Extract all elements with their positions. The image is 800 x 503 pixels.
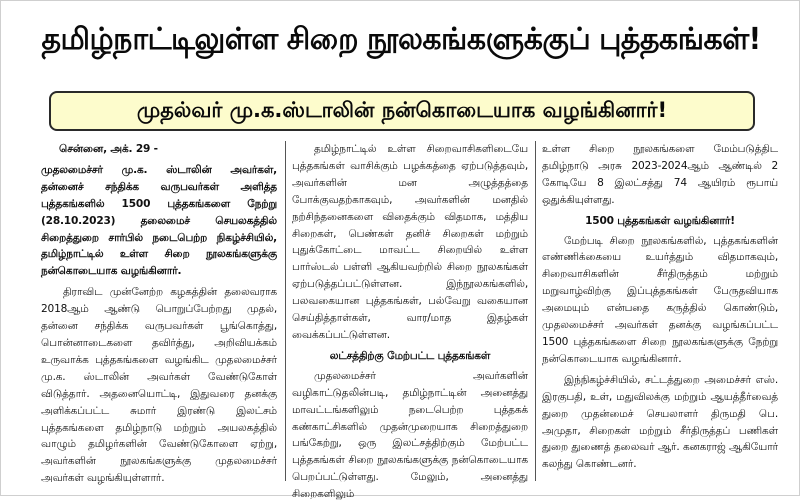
subheadline-box: முதல்வர் மு.க.ஸ்டாலின் நன்கொடையாக வழங்கினார்! [49,91,755,131]
body-paragraph: தமிழ்நாட்டில் உள்ள சிறைவாசிகளிடையே புத்தகங்கள் வாசிக்கும் பழக்கத்தை ஏற்படுத்தவும், அவர்களின் மன அழுத்தத்தை போக்குவதற்காகவும், அவர்களின் மனதில் நற்சிந்தனைகளை விதைக்கும் விதமாக, மத்திய சிறைகள், பெண்கள் தனிச் சிறைகள் மற்றும் புதுக்கோட்டை மாவட்ட சிறையில் உள்ள பார்ஸ்டல் பள்ளி ஆகியவற்றில் சிறை நூலகங்கள் ஏற்படுத்தப்பட்டுள்ளன. இந்நூலகங்களில், பலவகையான புத்தகங்கள், பல்வேறு வகையான செய்தித்தாள்கள், வார/மாத இதழ்கள் வைக்கப்பட்டுள்ளன. [292,143,528,341]
headline: தமிழ்நாட்டிலுள்ள சிறை நூலகங்களுக்குப் புத்தகங்கள்! [41,21,761,57]
column-divider [535,141,536,481]
column-divider [285,141,286,481]
body-paragraph: இந்நிகழ்ச்சியில், சட்டத்துறை அமைச்சர் எஸ். இரகுபதி, உள், மதுவிலக்கு மற்றும் ஆயத்தீர்வைத் துறை முதன்மைச் செயலாளர் திருமதி பெ. அமுதா, சிறைகள் மற்றும் சீர்திருத்தப் பணிகள் துறை துணைத் தலைவர் ஆர். கனகராஜ் ஆகியோர் கலந்து கொண்டனர். [542,373,778,471]
section-subhead: 1500 புத்தகங்கள் வழங்கினார்! [585,214,735,227]
lead-paragraph: முதலமைச்சர் மு.க. ஸ்டாலின் அவர்கள், தன்னைச் சந்திக்க வருபவர்கள் அளித்த புத்தகங்களில் 1500 புத்தகங்களை நேற்று (28.10.2023) தலைமைச் செயலகத்தில் சிறைத்துறை சார்பில் நடைபெற்ற நிகழ்ச்சியில், தமிழ்நாட்டில் உள்ள சிறை நூலகங்களுக்கு நன்கொடையாக வழங்கினார். [41,163,277,278]
body-paragraph: முதலமைச்சர் அவர்களின் வழிகாட்டுதலின்படி, தமிழ்நாட்டின் அனைத்து மாவட்டங்களிலும் நடைபெற்ற புத்தகக் கண்காட்சிகளில் முதன்முறையாக சிறைத்துறை பங்கேற்று, ஒரு இலட்சத்திற்கும் மேற்பட்ட புத்தகங்கள் சிறை நூலகங்களுக்கு நன்கொடையாக பெறப்பட்டுள்ளது. மேலும், அனைத்து சிறைகளிலும் [292,369,528,501]
article-column-3 [542,141,778,491]
article-column-2 [292,141,528,501]
dateline: சென்னை, அக். 29 - [59,143,158,155]
article-column-1 [41,141,277,491]
body-paragraph: உள்ள சிறை நூலகங்களை மேம்படுத்திட தமிழ்நாடு அரசு 2023-2024ஆம் ஆண்டில் 2 கோடியே 8 இலட்சத்து 74 ஆயிரம் ரூபாய் ஒதுக்கியுள்ளது. [542,143,778,206]
section-subhead: லட்சத்திற்கு மேற்பட்ட புத்தகங்கள் [329,349,491,362]
body-paragraph: மேற்படி சிறை நூலகங்களில், புத்தகங்களின் எண்ணிக்கையை உயர்த்தும் விதமாகவும், சிறைவாசிகளின் சீர்திருத்தம் மற்றும் மறுவாழ்விற்கு இப்புத்தகங்கள் பேருதவியாக அமையும் என்பதை கருத்தில் கொண்டும், முதலமைச்சர் அவர்கள் தனக்கு வழங்கப்பட்ட 1500 புத்தகங்களை சிறை நூலகங்களுக்கு நேற்று நன்கொடையாக வழங்கினார். [542,234,778,365]
body-paragraph: திராவிட முன்னேற்ற கழகத்தின் தலைவராக 2018ஆம் ஆண்டு பொறுப்பேற்றது முதல், தன்னை சந்திக்க வருபவர்கள் பூங்கொத்து, பொன்னாடைகளை தவிர்த்து, அறிவியக்கம் உருவாக்க புத்தகங்களை வழங்கிட முதலமைச்சர் மு.க. ஸ்டாலின் அவர்கள் வேண்டுகோள் விடுத்தார். அதனையொட்டி, இதுவரை தனக்கு அளிக்கப்பட்ட சுமார் இரண்டு இலட்சம் புத்தகங்களை தமிழ்நாடு மற்றும் அயலகத்தில் வாழும் தமிழர்களின் வேண்டுகோளை ஏற்று, அவர்களின் நூலகங்களுக்கு முதலமைச்சர் அவர்கள் வழங்கியுள்ளார். [41,286,277,485]
